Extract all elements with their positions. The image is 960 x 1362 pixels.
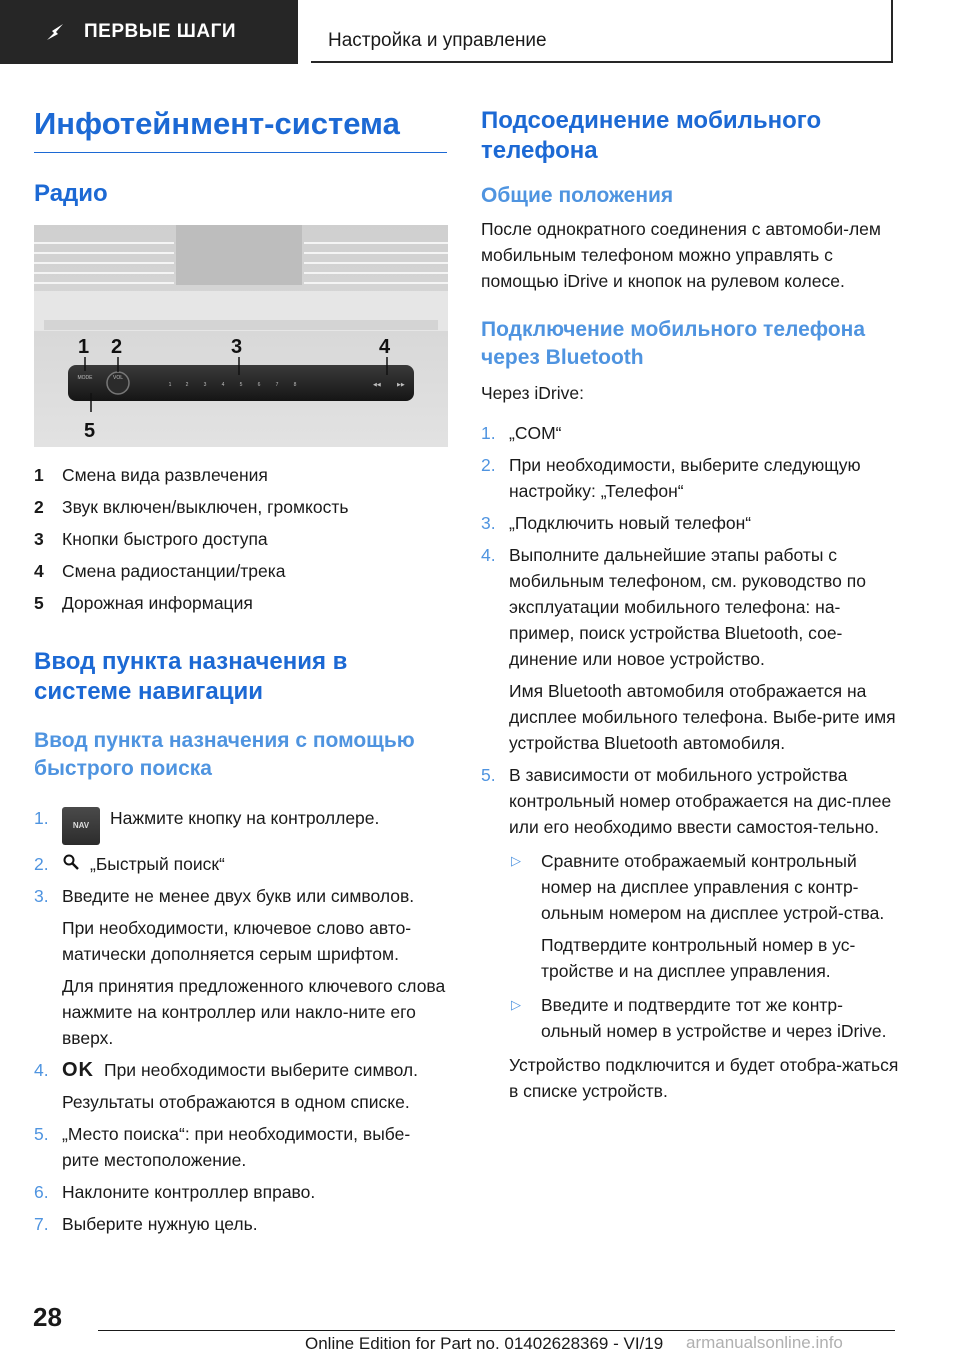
step-number: 1. [34, 808, 49, 828]
bluetooth-heading: Подключение мобильного телефона через Bluetooth [481, 318, 866, 369]
step-item [34, 1057, 447, 1115]
step-body [509, 542, 899, 756]
radio-legend [34, 459, 447, 619]
panel-button-label: 2 [185, 382, 189, 388]
substep-text: Подтвердите контрольный номер в ус-тройстве и на дисплее управления. [541, 935, 856, 981]
search-icon [62, 853, 82, 873]
bluetooth-steps [481, 420, 899, 1104]
substep-item [509, 992, 899, 1044]
step-number: 3. [481, 513, 496, 533]
legend-item [34, 459, 447, 491]
step-number: 2. [34, 854, 49, 874]
step-number: 6. [34, 1182, 49, 1202]
via-idrive-text: Через iDrive: [481, 383, 584, 403]
page-number: 28 [33, 1302, 62, 1332]
step-text: „Место поиска“: при необходимости, выбе-рите местоположение. [62, 1124, 411, 1170]
step-item [481, 510, 899, 536]
step-number: 3. [34, 886, 49, 906]
step-item [481, 542, 899, 756]
callout-label: 4 [379, 336, 391, 358]
panel-button-label: MODE [77, 375, 93, 381]
footer-watermark: armanualsonline.info [686, 1333, 843, 1352]
header-chapter [311, 0, 893, 63]
step-text: Имя Bluetooth автомобиля отображается на дисплее мобильного телефона. Выбе-рите имя устройства Bluetooth автомобиля. [509, 681, 896, 753]
callout-label: 5 [84, 420, 96, 442]
radio-panel-illustration [34, 225, 448, 447]
left-column [34, 96, 447, 1243]
step-text: Наклоните контроллер вправо. [62, 1182, 316, 1202]
step-text: Введите не менее двух букв или символов. [62, 886, 415, 906]
step-text: „Подключить новый телефон“ [509, 513, 752, 533]
step-body [509, 452, 899, 504]
panel-button-label: 5 [239, 382, 243, 388]
step-text: „COM“ [509, 423, 562, 443]
substep-text: Сравните отображаемый контрольный номер на дисплее управления с контр-ольным номером на дисплее устрой-ства. [541, 851, 885, 923]
step-number: 7. [34, 1214, 49, 1234]
step-text: Результаты отображаются в одном списке. [62, 1092, 410, 1112]
step-number: 5. [34, 1124, 49, 1144]
panel-button-label: 3 [203, 382, 207, 388]
step-text: „Быстрый поиск“ [62, 851, 447, 877]
legend-number: 2 [34, 497, 44, 517]
legend-item [34, 555, 447, 587]
step-body [509, 510, 899, 536]
step-item [34, 1211, 447, 1237]
legend-item [34, 587, 447, 619]
radio-heading: Радио [34, 180, 108, 207]
phone-heading: Подсоединение мобильного телефона [481, 107, 822, 164]
chapter-label: Настройка и управление [328, 30, 547, 51]
quick-search-heading: Ввод пункта назначения с помощью быстрого поиска [34, 729, 415, 780]
step-text: В зависимости от мобильного устройства контрольный номер отображается на дис-плее или его необходимо ввести самостоя-тельно. [509, 765, 892, 837]
radio-panel-figure [34, 225, 448, 447]
triangle-bullet-icon: ▷ [511, 997, 521, 1012]
legend-item [34, 523, 447, 555]
header-section-tab [0, 0, 298, 64]
substep-text: Введите и подтвердите тот же контр-ольный номер в устройстве и через iDrive. [541, 995, 887, 1041]
step-item [34, 883, 447, 1051]
footer-divider [98, 1330, 895, 1331]
step-body [509, 420, 899, 446]
step-item [481, 762, 899, 1104]
step-item [34, 1179, 447, 1205]
step-item [481, 452, 899, 504]
step-body [62, 851, 447, 877]
panel-button-label: VOL [112, 375, 124, 381]
step-text: Для принятия предложенного ключевого слова нажмите на контроллер или накло-ните его вверх. [62, 976, 446, 1048]
step-text: При необходимости, выберите следующую настройку: „Телефон“ [509, 455, 861, 501]
substep-body [541, 992, 899, 1044]
panel-button-label: 8 [293, 382, 297, 388]
closing-text: Устройство подключится и будет отобра-жаться в списке устройств. [509, 1055, 899, 1101]
legend-item [34, 491, 447, 523]
panel-button-label: 7 [275, 382, 279, 388]
step-text: NAV Нажмите кнопку на контроллере. [62, 805, 447, 845]
step-text: Выберите нужную цель. [62, 1214, 258, 1234]
right-column [481, 96, 899, 1110]
navigation-heading: Ввод пункта назначения в системе навигации [34, 648, 348, 705]
step-item [481, 420, 899, 446]
legend-text: Смена вида развлечения [62, 465, 268, 485]
page-title: Инфотейнмент-система [34, 106, 447, 153]
step-text: Выполните дальнейшие этапы работы с мобильным телефоном, см. руководство по эксплуатации мобильного телефона: на-пример, поиск устройства Bluetooth, сое-динение или новое устройство. [509, 545, 866, 669]
triangle-bullet-icon: ▷ [511, 853, 521, 868]
step-body [62, 805, 447, 845]
footer-edition: Online Edition for Part no. 01402628369 - VI/19 [305, 1334, 664, 1353]
step-body [62, 1211, 447, 1237]
legend-text: Смена радиостанции/трека [62, 561, 286, 581]
legend-text: Кнопки быстрого доступа [62, 529, 268, 549]
legend-number: 1 [34, 465, 44, 485]
step-item [34, 805, 447, 845]
substep-body [541, 848, 899, 984]
step-number: 1. [481, 423, 496, 443]
legend-number: 3 [34, 529, 44, 549]
step-text: OK При необходимости выберите символ. [62, 1059, 419, 1081]
substep-item [509, 848, 899, 984]
step-body [62, 1179, 447, 1205]
step-body [62, 1121, 447, 1173]
general-heading: Общие положения [481, 184, 674, 207]
step-body [62, 883, 447, 1051]
ok-icon: OK [62, 1059, 94, 1081]
seek-back-icon: ◀◀ [373, 382, 381, 388]
step-body [509, 762, 899, 1104]
step-number: 4. [34, 1060, 49, 1080]
legend-number: 5 [34, 593, 44, 613]
legend-text: Звук включен/выключен, громкость [62, 497, 349, 517]
step-number: 5. [481, 765, 496, 785]
legend-text: Дорожная информация [62, 593, 253, 613]
quick-search-steps [34, 805, 447, 1237]
seek-forward-icon: ▶▶ [397, 382, 405, 388]
step-text: При необходимости, ключевое слово авто-матически дополняется серым шрифтом. [62, 918, 412, 964]
section-label: ПЕРВЫЕ ШАГИ [84, 21, 237, 42]
step-number: 4. [481, 545, 496, 565]
callout-label: 2 [111, 336, 123, 358]
step-body [62, 1057, 447, 1115]
lightning-icon [44, 21, 66, 43]
step-item [34, 851, 447, 877]
nav-button-icon: NAV [62, 807, 100, 845]
callout-label: 1 [78, 336, 90, 358]
legend-number: 4 [34, 561, 44, 581]
callout-label: 3 [231, 336, 243, 358]
panel-button-label: 6 [257, 382, 261, 388]
step-number: 2. [481, 455, 496, 475]
panel-button-label: 4 [221, 382, 225, 388]
panel-button-label: 1 [168, 382, 172, 388]
general-text: После однократного соединения с автомоби-лем мобильным телефоном можно управлять с помощью iDrive и кнопок на рулевом колесе. [481, 219, 881, 291]
step-item [34, 1121, 447, 1173]
